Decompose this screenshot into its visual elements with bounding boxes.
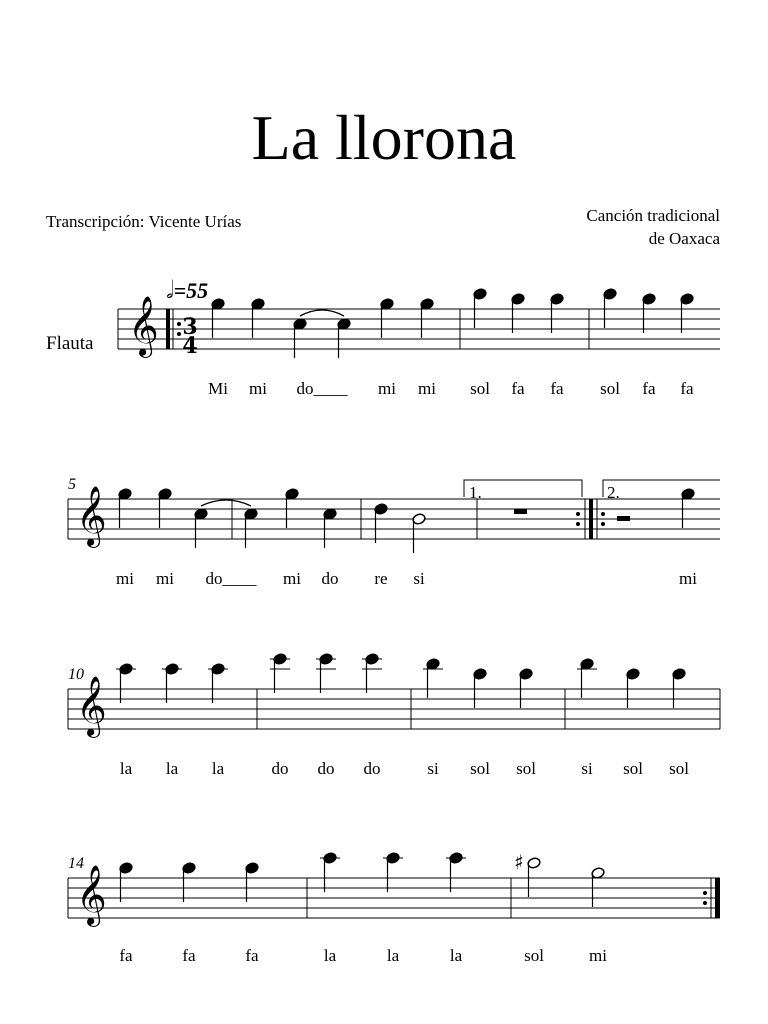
time-signature-top: 3	[182, 314, 198, 340]
score-title: La llorona	[251, 102, 517, 173]
lyric-syllable: sol	[470, 759, 490, 778]
lyric-syllable: mi	[249, 379, 267, 398]
composer-line-1: Canción tradicional	[586, 206, 720, 225]
lyric-syllable: fa	[550, 379, 564, 398]
lyric-syllable: fa	[245, 946, 259, 965]
treble-clef-icon: 𝄞	[76, 486, 107, 546]
time-signature-bottom: 4	[182, 333, 198, 359]
measure-number: 14	[68, 855, 84, 872]
treble-clef-icon: 𝄞	[128, 296, 159, 356]
lyric-syllable: sol	[623, 759, 643, 778]
notation-marks	[68, 288, 720, 927]
lyric-syllable: si	[413, 569, 425, 588]
volta-bracket-2	[603, 480, 720, 497]
lyric-syllable: do____	[205, 569, 257, 588]
tie	[300, 310, 344, 316]
lyric-syllable: sol	[669, 759, 689, 778]
lyric-syllable: fa	[119, 946, 133, 965]
lyric-syllable: re	[374, 569, 388, 588]
volta-2-label: 2.	[607, 483, 620, 502]
lyric-syllable: fa	[511, 379, 525, 398]
lyric-syllable: mi	[116, 569, 134, 588]
treble-clef-icon: 𝄞	[76, 676, 107, 736]
staff-lines	[68, 309, 720, 918]
lyric-syllable: do	[363, 759, 381, 778]
lyric-syllable: la	[449, 946, 463, 965]
sharp-icon: ♯	[514, 850, 524, 874]
lyric-syllable: mi	[418, 379, 436, 398]
lyric-syllable: la	[323, 946, 337, 965]
measure-number: 5	[68, 476, 76, 493]
lyric-syllable: sol	[516, 759, 536, 778]
lyric-syllable: fa	[680, 379, 694, 398]
measure-number: 10	[68, 666, 84, 683]
lyric-syllable: mi	[378, 379, 396, 398]
lyric-syllable: sol	[600, 379, 620, 398]
repeat-thick-barline	[166, 309, 170, 349]
lyric-syllable: mi	[156, 569, 174, 588]
time-signature	[182, 314, 197, 359]
repeat-dot	[177, 322, 181, 326]
tie	[201, 500, 251, 506]
instrument-name: Flauta	[46, 333, 94, 354]
repeat-thick-barline	[589, 499, 593, 539]
half-rest	[617, 516, 630, 521]
lyric-syllable: fa	[642, 379, 656, 398]
composer-line-2: de Oaxaca	[648, 229, 720, 248]
repeat-dot	[601, 512, 605, 516]
repeat-dot	[576, 522, 580, 526]
lyric-syllable: sol	[524, 946, 544, 965]
volta-1-label: 1.	[469, 483, 482, 502]
lyric-syllable: do	[271, 759, 289, 778]
volta-bracket-1	[464, 480, 582, 497]
lyric-syllable: do	[321, 569, 339, 588]
whole-rest	[514, 509, 527, 514]
lyric-syllable: la	[165, 759, 179, 778]
repeat-dot	[703, 901, 707, 905]
repeat-dot	[601, 522, 605, 526]
lyric-syllable: sol	[470, 379, 490, 398]
lyric-syllable: la	[386, 946, 400, 965]
lyric-syllable: fa	[182, 946, 196, 965]
transcriber-credit: Transcripción: Vicente Urías	[46, 212, 242, 231]
half-note-icon: 𝅗𝅥	[166, 278, 174, 304]
lyric-syllable: mi	[679, 569, 697, 588]
lyric-syllable: si	[581, 759, 593, 778]
lyric-syllable: si	[427, 759, 439, 778]
lyric-syllable: mi	[589, 946, 607, 965]
lyric-syllable: la	[119, 759, 133, 778]
tempo-value: =55	[173, 278, 209, 303]
repeat-dot	[576, 512, 580, 516]
lyric-syllable: do	[317, 759, 335, 778]
lyric-syllable: do____	[296, 379, 348, 398]
repeat-dot	[703, 891, 707, 895]
treble-clef-icon: 𝄞	[76, 865, 107, 925]
final-thick-barline	[715, 878, 720, 918]
lyric-syllable: Mi	[208, 379, 228, 398]
repeat-dot	[177, 332, 181, 336]
lyric-syllable: la	[211, 759, 225, 778]
lyric-syllable: mi	[283, 569, 301, 588]
